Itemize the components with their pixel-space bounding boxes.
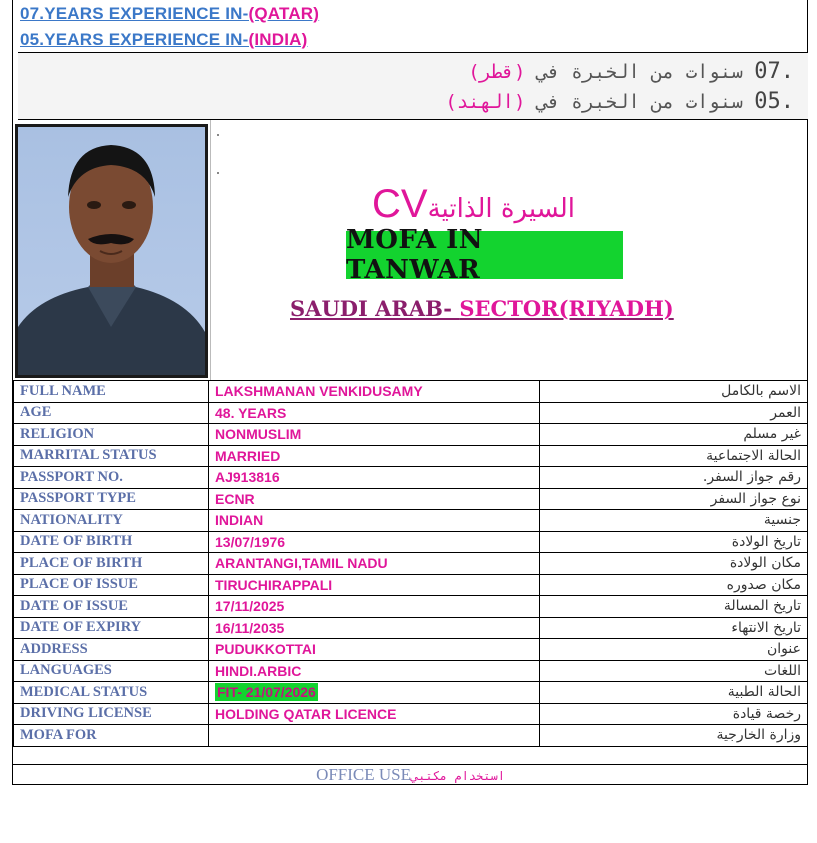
field-value: ECNR xyxy=(209,488,540,510)
field-value: ARANTANGI,TAMIL NADU xyxy=(209,553,540,575)
field-label: LANGUAGES xyxy=(14,660,209,682)
table-row xyxy=(14,381,808,403)
field-label-arabic: جنسية xyxy=(540,510,808,532)
table-row xyxy=(14,660,808,682)
field-value: HINDI.ARBIC xyxy=(209,660,540,682)
field-label: ADDRESS xyxy=(14,639,209,661)
table-row xyxy=(14,553,808,575)
field-label-arabic: رخصة قيادة xyxy=(540,703,808,725)
table-row xyxy=(14,424,808,446)
field-label-arabic: مكان الولادة xyxy=(540,553,808,575)
field-value: 13/07/1976 xyxy=(209,531,540,553)
field-value: LAKSHMANAN VENKIDUSAMY xyxy=(209,381,540,403)
field-label-arabic: العمر xyxy=(540,402,808,424)
experience-india-ar: (الهند) سنوات من الخبرة في 05. xyxy=(445,89,794,114)
field-label-arabic: غير مسلم xyxy=(540,424,808,446)
field-label-arabic: وزارة الخارجية xyxy=(540,725,808,747)
field-label: NATIONALITY xyxy=(14,510,209,532)
table-row xyxy=(14,703,808,725)
table-row xyxy=(14,488,808,510)
office-use: OFFICE USEاستخدام مكتبي xyxy=(13,764,808,785)
field-label: PLACE OF ISSUE xyxy=(14,574,209,596)
field-label: DATE OF ISSUE xyxy=(14,596,209,618)
table-row xyxy=(14,402,808,424)
field-label: PASSPORT TYPE xyxy=(14,488,209,510)
table-row xyxy=(14,574,808,596)
field-value xyxy=(209,682,540,704)
field-value: 17/11/2025 xyxy=(209,596,540,618)
field-value: 48. YEARS xyxy=(209,402,540,424)
field-value: PUDUKKOTTAI xyxy=(209,639,540,661)
sector-title: SAUDI ARAB- SECTOR(RIYADH) xyxy=(290,296,674,321)
table-row xyxy=(14,682,808,704)
field-label: PLACE OF BIRTH xyxy=(14,553,209,575)
table-row xyxy=(14,639,808,661)
field-label: MEDICAL STATUS xyxy=(14,682,209,704)
field-label-arabic: نوع جواز السفر xyxy=(540,488,808,510)
field-label: AGE xyxy=(14,402,209,424)
field-label: MOFA FOR xyxy=(14,725,209,747)
field-label: DATE OF BIRTH xyxy=(14,531,209,553)
field-label-arabic: الحالة الطبية xyxy=(540,682,808,704)
field-label: PASSPORT NO. xyxy=(14,467,209,489)
field-value: MARRIED xyxy=(209,445,540,467)
field-label: DATE OF EXPIRY xyxy=(14,617,209,639)
field-label-arabic: الاسم بالكامل xyxy=(540,381,808,403)
cv-title: CVالسيرة الذاتية xyxy=(372,182,576,226)
field-label-arabic: تاريخ المسالة xyxy=(540,596,808,618)
field-label-arabic: اللغات xyxy=(540,660,808,682)
field-label: FULL NAME xyxy=(14,381,209,403)
field-label: MARRITAL STATUS xyxy=(14,445,209,467)
field-label: RELIGION xyxy=(14,424,209,446)
mofa-tag: MOFA IN TANWAR xyxy=(346,231,623,279)
field-value: INDIAN xyxy=(209,510,540,532)
cv-details-table xyxy=(13,380,808,747)
experience-india-en: 05.YEARS EXPERIENCE IN-(INDIA) xyxy=(20,30,308,49)
experience-arabic-box xyxy=(18,52,808,120)
field-value: TIRUCHIRAPPALI xyxy=(209,574,540,596)
field-value: HOLDING QATAR LICENCE xyxy=(209,703,540,725)
table-row xyxy=(14,445,808,467)
field-label: DRIVING LICENSE xyxy=(14,703,209,725)
table-row xyxy=(14,596,808,618)
medical-fit-highlight: FIT- 21/07/2026 xyxy=(217,684,316,701)
field-label-arabic: تاريخ الولادة xyxy=(540,531,808,553)
field-value xyxy=(209,725,540,747)
field-label-arabic: رقم جواز السفر. xyxy=(540,467,808,489)
table-row xyxy=(14,617,808,639)
field-value: AJ913816 xyxy=(209,467,540,489)
table-row xyxy=(14,725,808,747)
table-row xyxy=(14,510,808,532)
field-value: 16/11/2035 xyxy=(209,617,540,639)
field-value: NONMUSLIM xyxy=(209,424,540,446)
field-label-arabic: مكان صدوره xyxy=(540,574,808,596)
field-label-arabic: الحالة الاجتماعية xyxy=(540,445,808,467)
table-row xyxy=(14,531,808,553)
field-label-arabic: عنوان xyxy=(540,639,808,661)
experience-qatar-ar: (قطر) سنوات من الخبرة في 07. xyxy=(468,59,794,84)
experience-qatar-en: 07.YEARS EXPERIENCE IN-(QATAR) xyxy=(20,4,320,23)
candidate-photo xyxy=(15,124,208,378)
table-row xyxy=(14,467,808,489)
field-label-arabic: تاريخ الانتهاء xyxy=(540,617,808,639)
